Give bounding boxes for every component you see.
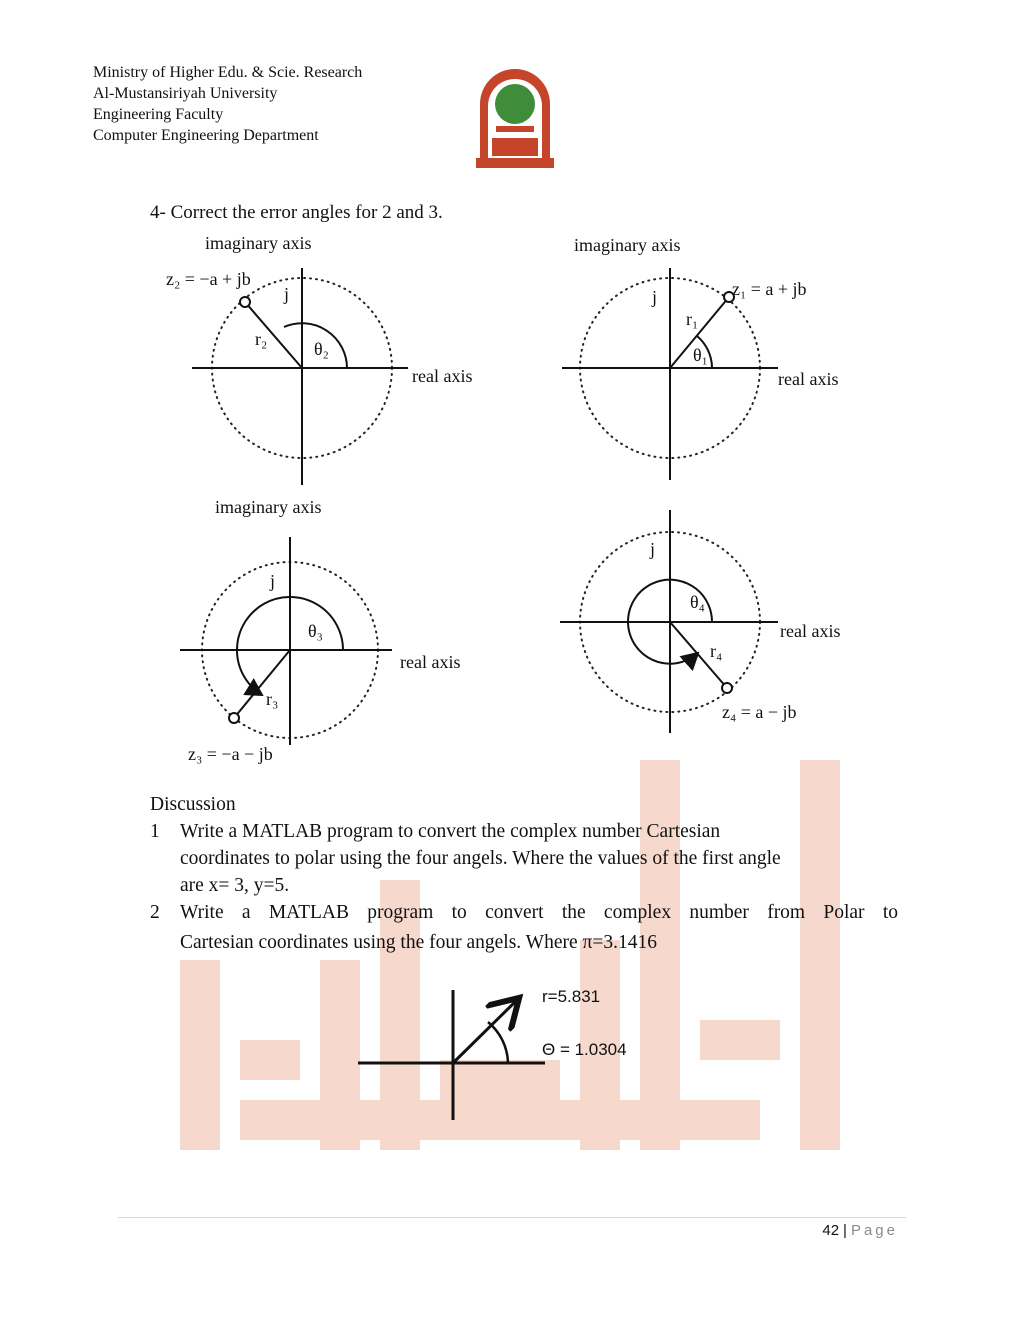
z4-j-label: j [650,539,656,559]
answer-r-value: r=5.831 [542,987,601,1006]
answer-theta-value: Θ = 1.0304 [542,1040,627,1059]
page-footer [822,1222,898,1239]
page-word: Page [850,1222,898,1239]
diagram-z3 [180,497,460,764]
z4-real-axis-label: real axis [780,621,841,641]
discussion-title: Discussion [150,794,236,815]
z1-j-label: j [652,287,658,307]
item-1-number: 1 [150,821,160,842]
z2-theta-label: θ₂ [314,339,329,359]
z1-point-label: z₁ = a + jb [732,279,807,299]
z2-point-label: z₂ = −a + jb [166,269,251,289]
z1-theta-label: θ₁ [693,345,708,365]
z3-r-label: r₃ [266,689,279,709]
z3-j-label: j [270,571,276,591]
diagram-z4 [560,510,840,733]
z1-real-axis-label: real axis [778,369,839,389]
z3-real-axis-label: real axis [400,652,461,672]
item-2-number: 2 [150,902,160,923]
discussion-section [150,791,898,956]
item-1-line-c: are x= 3, y=5. [180,875,290,896]
header-ministry: Ministry of Higher Edu. & Scie. Research [93,64,363,81]
item-2-line-a: Write a MATLAB program to convert the complex number from Polar to [180,902,898,923]
z3-theta-label: θ₃ [308,621,323,641]
z4-theta-label: θ₄ [690,592,705,612]
z2-j-label: j [284,284,290,304]
discussion-item-1 [150,818,898,899]
z4-point-label: z₄ = a − jb [722,702,797,722]
footer-separator: | [843,1222,847,1239]
page-number: 42 [822,1222,840,1239]
task-heading: 4- Correct the error angles for 2 and 3. [150,202,443,223]
z3-imag-axis-label: imaginary axis [215,497,322,517]
header-faculty: Engineering Faculty [93,106,224,123]
z2-real-axis-label: real axis [412,366,473,386]
institution-header [93,62,362,146]
discussion-item-2 [150,899,898,956]
z3-point-label: z₃ = −a − jb [188,744,273,764]
z2-imag-axis-label: imaginary axis [205,233,312,253]
footer-divider [118,1217,906,1218]
item-1-line-a: Write a MATLAB program to convert the complex number Cartesian [180,821,721,842]
university-logo [474,64,556,172]
z4-r-label: r₄ [710,641,723,661]
header-department: Computer Engineering Department [93,127,319,144]
z1-r-label: r₁ [686,309,699,329]
diagram-z1 [562,235,838,480]
z2-r-label: r₂ [255,329,268,349]
z1-imag-axis-label: imaginary axis [574,235,681,255]
answer-sketch [340,975,680,1125]
complex-plane-diagrams [150,225,880,770]
item-1-line-b: coordinates to polar using the four angels. Where the values of the first angle [180,848,781,869]
header-university: Al-Mustansiriyah University [93,85,278,102]
diagram-z2 [166,233,472,485]
item-2-line-b: Cartesian coordinates using the four angels. Where π=3.1416 [180,932,657,953]
